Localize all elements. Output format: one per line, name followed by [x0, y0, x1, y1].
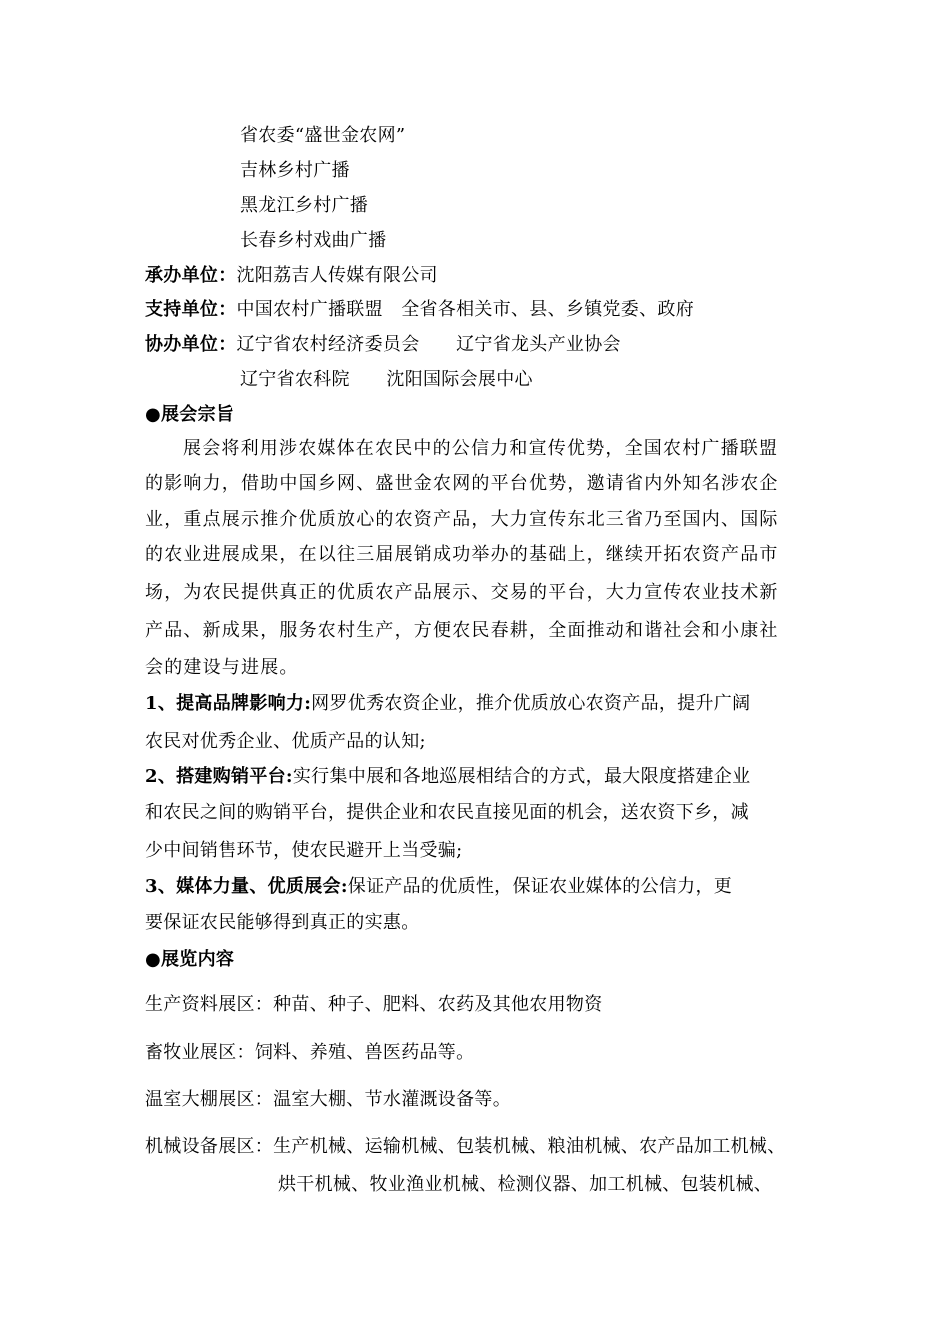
- organizer-line: 省农委“盛世金农网”: [240, 125, 406, 146]
- point-title: 3、媒体力量、优质展会:: [145, 876, 348, 897]
- point-text: 网罗优秀农资企业，推介优质放心农资产品，提升广阔: [311, 693, 751, 714]
- exhibit-item: [145, 1041, 474, 1065]
- point-3: [145, 875, 732, 899]
- exhibit-label: 机械设备展区：: [145, 1136, 274, 1157]
- point-title: 2、搭建购销平台:: [145, 766, 293, 787]
- purpose-line: 展会将利用涉农媒体在农民中的公信力和宣传优势，全国农村广播联盟: [183, 438, 779, 459]
- exhibit-item: [145, 1088, 511, 1112]
- purpose-line: 会的建设与进展。: [145, 657, 299, 678]
- exhibit-item: [145, 1135, 786, 1159]
- point-2: [145, 765, 750, 789]
- point-text: 要保证农民能够得到真正的实惠。: [145, 912, 420, 933]
- organizer-line: 吉林乡村广播: [240, 160, 350, 181]
- exhibit-text: 生产机械、运输机械、包装机械、粮油机械、农产品加工机械、: [273, 1136, 786, 1157]
- exhibit-text: 饲料、养殖、兽医药品等。: [254, 1042, 475, 1063]
- purpose-line: 场，为农民提供真正的优质农产品展示、交易的平台，大力宣传农业技术新: [145, 582, 779, 603]
- organizer-line: 黑龙江乡村广播: [240, 195, 369, 216]
- host-row: [145, 264, 438, 288]
- purpose-line: 业，重点展示推介优质放心的农资产品，大力宣传东北三省乃至国内、国际: [145, 509, 779, 530]
- co-org-label: 协办单位：: [145, 334, 237, 355]
- point-text: 实行集中展和各地巡展相结合的方式，最大限度搭建企业: [292, 766, 751, 787]
- exhibits-heading: ●展览内容: [145, 949, 235, 970]
- point-1: [145, 692, 750, 716]
- host-label: 承办单位：: [145, 265, 237, 286]
- point-title: 1、提高品牌影响力:: [145, 693, 312, 714]
- purpose-line: 的影响力，借助中国乡网、盛世金农网的平台优势，邀请省内外知名涉农企: [145, 473, 779, 494]
- exhibit-item: [145, 993, 603, 1017]
- purpose-line: 的农业进展成果，在以往三届展销成功举办的基础上，继续开拓农资产品市: [145, 544, 779, 565]
- host-value: 沈阳荔吉人传媒有限公司: [236, 265, 438, 286]
- exhibit-label: 畜牧业展区：: [145, 1042, 255, 1063]
- exhibit-text: 种苗、种子、肥料、农药及其他农用物资: [273, 994, 603, 1015]
- organizer-line: 长春乡村戏曲广播: [240, 230, 387, 251]
- support-label: 支持单位：: [145, 299, 237, 320]
- point-text: 和农民之间的购销平台，提供企业和农民直接见面的机会，送农资下乡，减: [145, 802, 749, 823]
- exhibit-label: 生产资料展区：: [145, 994, 274, 1015]
- point-text: 农民对优秀企业、优质产品的认知;: [145, 731, 426, 752]
- support-value: 中国农村广播联盟 全省各相关市、县、乡镇党委、政府: [236, 299, 694, 320]
- purpose-line: 产品、新成果，服务农村生产，方便农民春耕，全面推动和谐社会和小康社: [145, 620, 779, 641]
- purpose-heading: ●展会宗旨: [145, 404, 235, 425]
- co-org-row: [145, 333, 621, 357]
- point-text: 保证产品的优质性，保证农业媒体的公信力，更: [347, 876, 733, 897]
- support-row: [145, 298, 694, 322]
- point-text: 少中间销售环节，使农民避开上当受骗;: [145, 840, 463, 861]
- exhibit-text: 烘干机械、牧业渔业机械、检测仪器、加工机械、包装机械、: [278, 1174, 773, 1195]
- exhibit-text: 温室大棚、节水灌溉设备等。: [273, 1089, 512, 1110]
- exhibit-label: 温室大棚展区：: [145, 1089, 274, 1110]
- co-org-line1: 辽宁省农村经济委员会 辽宁省龙头产业协会: [236, 334, 621, 355]
- co-org-line2: 辽宁省农科院 沈阳国际会展中心: [240, 369, 533, 390]
